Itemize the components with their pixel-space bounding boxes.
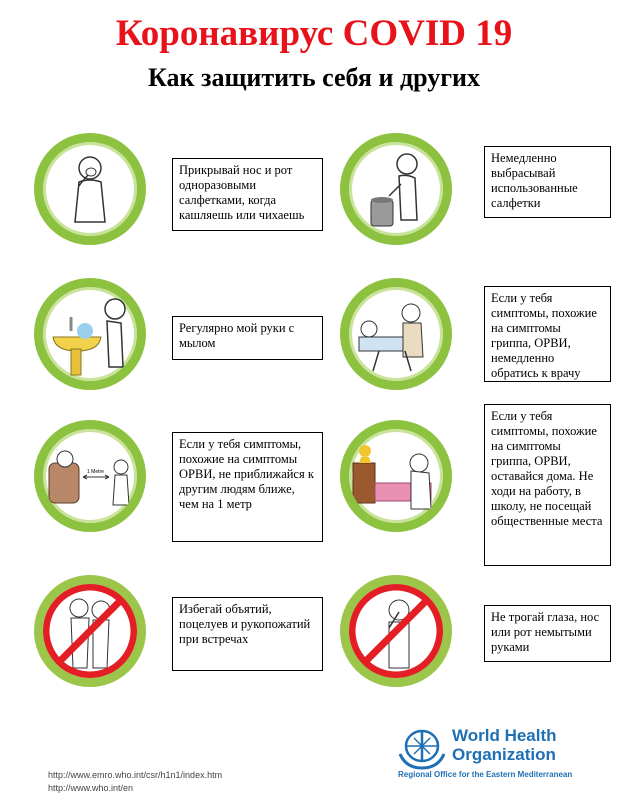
footer-link-h1n1[interactable]: http://www.emro.who.int/csr/h1n1/index.htm (48, 770, 223, 780)
who-name: World Health Organization (452, 726, 557, 764)
page-title: Коронавирус COVID 19 (115, 13, 513, 54)
who-region: Regional Office for the Eastern Mediterranean (398, 770, 573, 779)
page-subtitle: Как защитить себя и других (148, 63, 480, 92)
who-logo (396, 724, 596, 784)
tip-avoid-contact-text: Избегай объятий, поцелуев и рукопожатий при встречах (172, 597, 323, 671)
no-hugging-icon (34, 575, 146, 687)
person-covering-mouth-icon (34, 133, 146, 245)
tip-stay-home-text: Если у тебя симптомы, похожие на симптомы гриппа, ОРВИ, оставайся дома. Не ходи на работу, в школу, не посещай общественные места (484, 404, 611, 566)
tip-dont-touch-face-text: Не трогай глаза, нос или рот немытыми руками (484, 605, 611, 662)
tip-see-doctor-text: Если у тебя симптомы, похожие на симптомы гриппа, ОРВИ, немедленно обратись к врачу (484, 286, 611, 382)
person-throwing-tissue-icon (340, 133, 452, 245)
tip-wash-hands-text: Регулярно мой руки с мылом (172, 316, 323, 360)
keep-distance-icon (34, 420, 146, 532)
who-emblem-icon (396, 724, 448, 770)
stay-home-icon (340, 420, 452, 532)
tip-cover-cough-text: Прикрывай нос и рот одноразовыми салфетками, когда кашляешь или чихаешь (172, 158, 323, 231)
distance-label: 1 Metre (87, 469, 104, 475)
no-touching-face-icon (340, 575, 452, 687)
doctor-visit-icon (340, 278, 452, 390)
tip-keep-distance-text: Если у тебя симптомы, похожие на симптомы ОРВИ, не приближайся к другим людям ближе, чем на 1 метр (172, 432, 323, 542)
tip-dispose-tissue-text: Немедленно выбрасывай использованные салфетки (484, 146, 611, 218)
footer-link-who[interactable]: http://www.who.int/en (48, 783, 134, 793)
person-washing-hands-icon (34, 278, 146, 390)
